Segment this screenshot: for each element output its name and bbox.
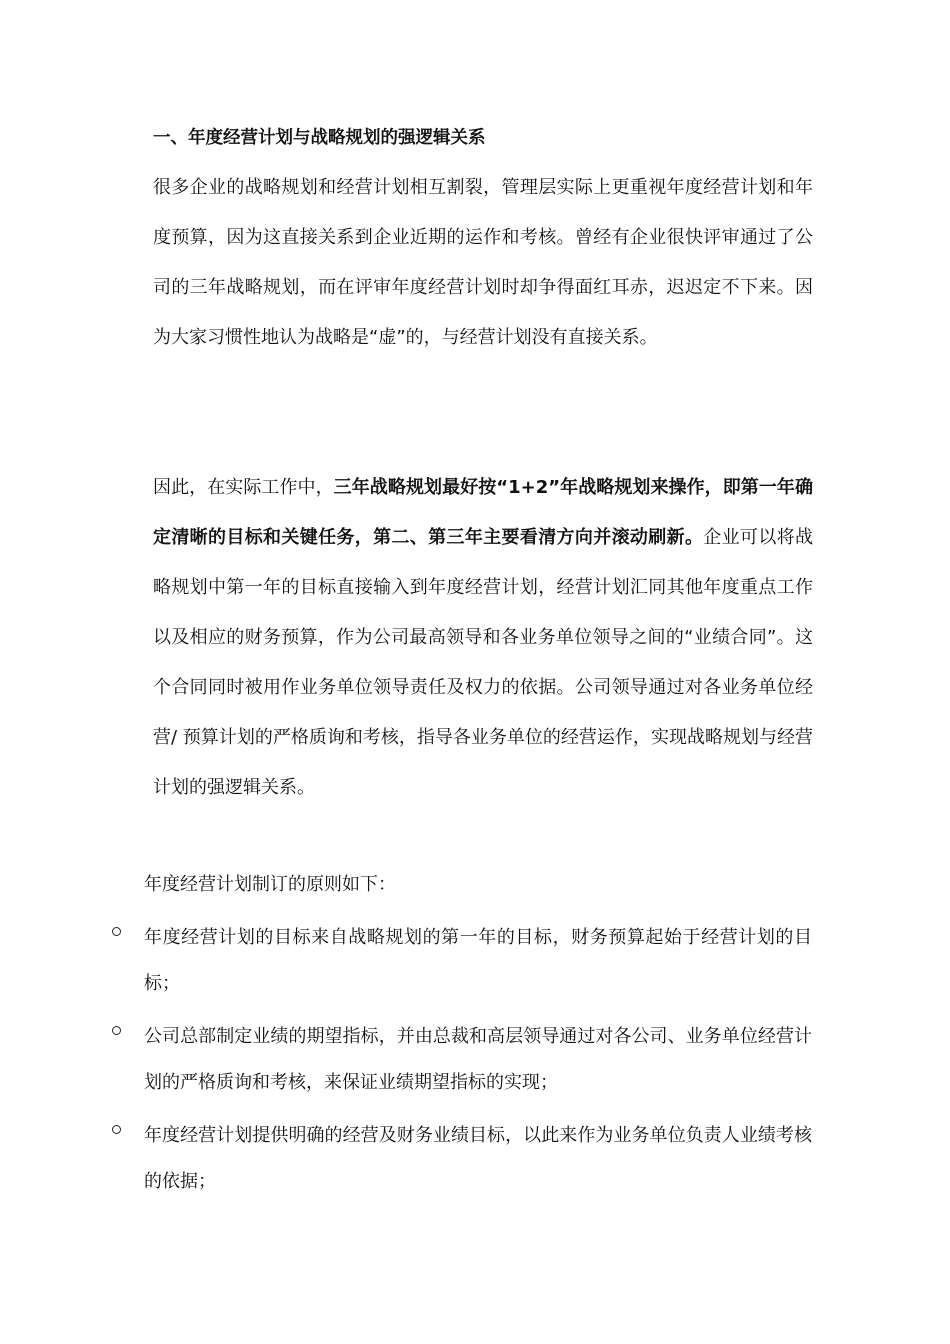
circle-bullet-icon xyxy=(112,1125,121,1134)
paragraph-lead-text: 因此，在实际工作中， xyxy=(153,477,334,498)
circle-bullet-icon xyxy=(112,1026,121,1035)
paragraph-strategy-split: 很多企业的战略规划和经营计划相互割裂，管理层实际上更重视年度经营计划和年度预算，因为这直接关系到企业近期的运作和考核。曾经有企业很快评审通过了公司的三年战略规划，而在评审年度经营计划时却争得面红耳赤，迟迟定不下来。因为大家习惯性地认为战略是“虚”的，与经营计划没有直接关系。 xyxy=(153,177,813,348)
list-item-text: 年度经营计划的目标来自战略规划的第一年的目标，财务预算起始于经营计划的目标； xyxy=(144,927,812,994)
section-heading: 一、年度经营计划与战略规划的强逻辑关系 xyxy=(153,128,486,148)
circle-bullet-icon xyxy=(112,927,121,936)
list-item-text: 公司总部制定业绩的期望指标，并由总裁和高层领导通过对各公司、业务单位经营计划的严格质询和考核，来保证业绩期望指标的实现； xyxy=(144,1026,812,1093)
paragraph-bold-text: 三年战略规划最好按“1+2”年战略规划来操作，即第一年确定清晰的目标和关键任务，第二、第三年主要看清方向并滚动刷新。 xyxy=(153,477,813,548)
principles-intro: 年度经营计划制订的原则如下： xyxy=(144,874,396,895)
list-item-text: 年度经营计划提供明确的经营及财务业绩目标，以此来作为业务单位负责人业绩考核的依据； xyxy=(144,1125,812,1192)
paragraph-rest-text: 企业可以将战略规划中第一年的目标直接输入到年度经营计划，经营计划汇同其他年度重点工作以及相应的财务预算，作为公司最高领导和各业务单位领导之间的“业绩合同”。这个合同同时被用作业务单位领导责任及权力的依据。公司领导通过对各业务单位经营/ 预算计划的严格质询和考核，指导各业务单位的经营运作，实现战略规划与经营计划的强逻辑关系。 xyxy=(153,527,814,798)
paragraph-one-plus-two xyxy=(153,463,813,813)
